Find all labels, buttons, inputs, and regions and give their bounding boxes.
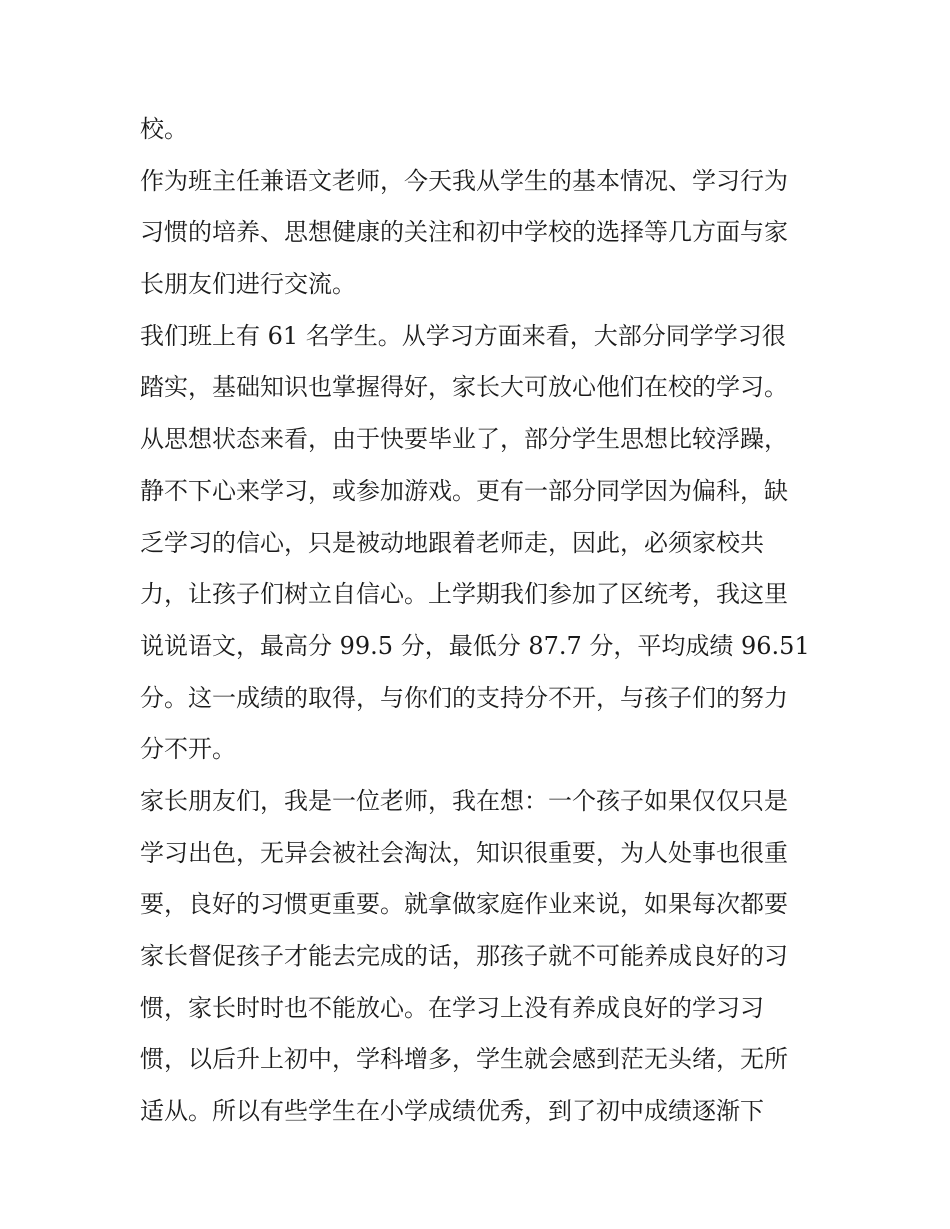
text-line: 习惯的培养、思想健康的关注和初中学校的选择等几方面与家 (140, 218, 788, 247)
text-line: 说说语文，最高分 99.5 分，最低分 87.7 分，平均成绩 96.51 (140, 631, 810, 660)
text-line: 惯，家长时时也不能放心。在学习上没有养成良好的学习习 (140, 993, 764, 1022)
paragraph-1 (140, 104, 820, 156)
text-line: 校。 (140, 115, 188, 143)
document-body (140, 104, 820, 1138)
text-line: 乏学习的信心，只是被动地跟着老师走，因此，必须家校共 (140, 528, 764, 557)
text-line: 家长督促孩子才能去完成的话，那孩子就不可能养成良好的习 (140, 942, 788, 970)
text-line: 静不下心来学习，或参加游戏。更有一部分同学因为偏科，缺 (140, 476, 788, 505)
text-line: 要，良好的习惯更重要。就拿做家庭作业来说，如果每次都要 (140, 890, 788, 919)
paragraph-4 (140, 776, 820, 1138)
text-line: 我们班上有 61 名学生。从学习方面来看，大部分同学学习很 (140, 321, 786, 350)
paragraph-3 (140, 311, 820, 776)
text-line: 适从。所以有些学生在小学成绩优秀，到了初中成绩逐渐下 (140, 1097, 764, 1126)
text-line: 踏实，基础知识也掌握得好，家长大可放心他们在校的学习。 (140, 373, 788, 402)
text-line: 惯，以后升上初中，学科增多，学生就会感到茫无头绪，无所 (140, 1045, 788, 1074)
text-line: 学习出色，无异会被社会淘汰，知识很重要，为人处事也很重 (140, 838, 788, 867)
text-line: 力，让孩子们树立自信心。上学期我们参加了区统考，我这里 (140, 580, 788, 609)
text-line: 家长朋友们，我是一位老师，我在想：一个孩子如果仅仅只是 (140, 786, 788, 815)
text-line: 分。这一成绩的取得，与你们的支持分不开，与孩子们的努力 (140, 683, 788, 712)
paragraph-2 (140, 156, 820, 311)
text-line: 作为班主任兼语文老师，今天我从学生的基本情况、学习行为 (140, 166, 788, 195)
text-line: 从思想状态来看，由于快要毕业了，部分学生思想比较浮躁， (140, 425, 788, 454)
text-line: 分不开。 (140, 735, 236, 764)
text-line: 长朋友们进行交流。 (140, 270, 356, 299)
